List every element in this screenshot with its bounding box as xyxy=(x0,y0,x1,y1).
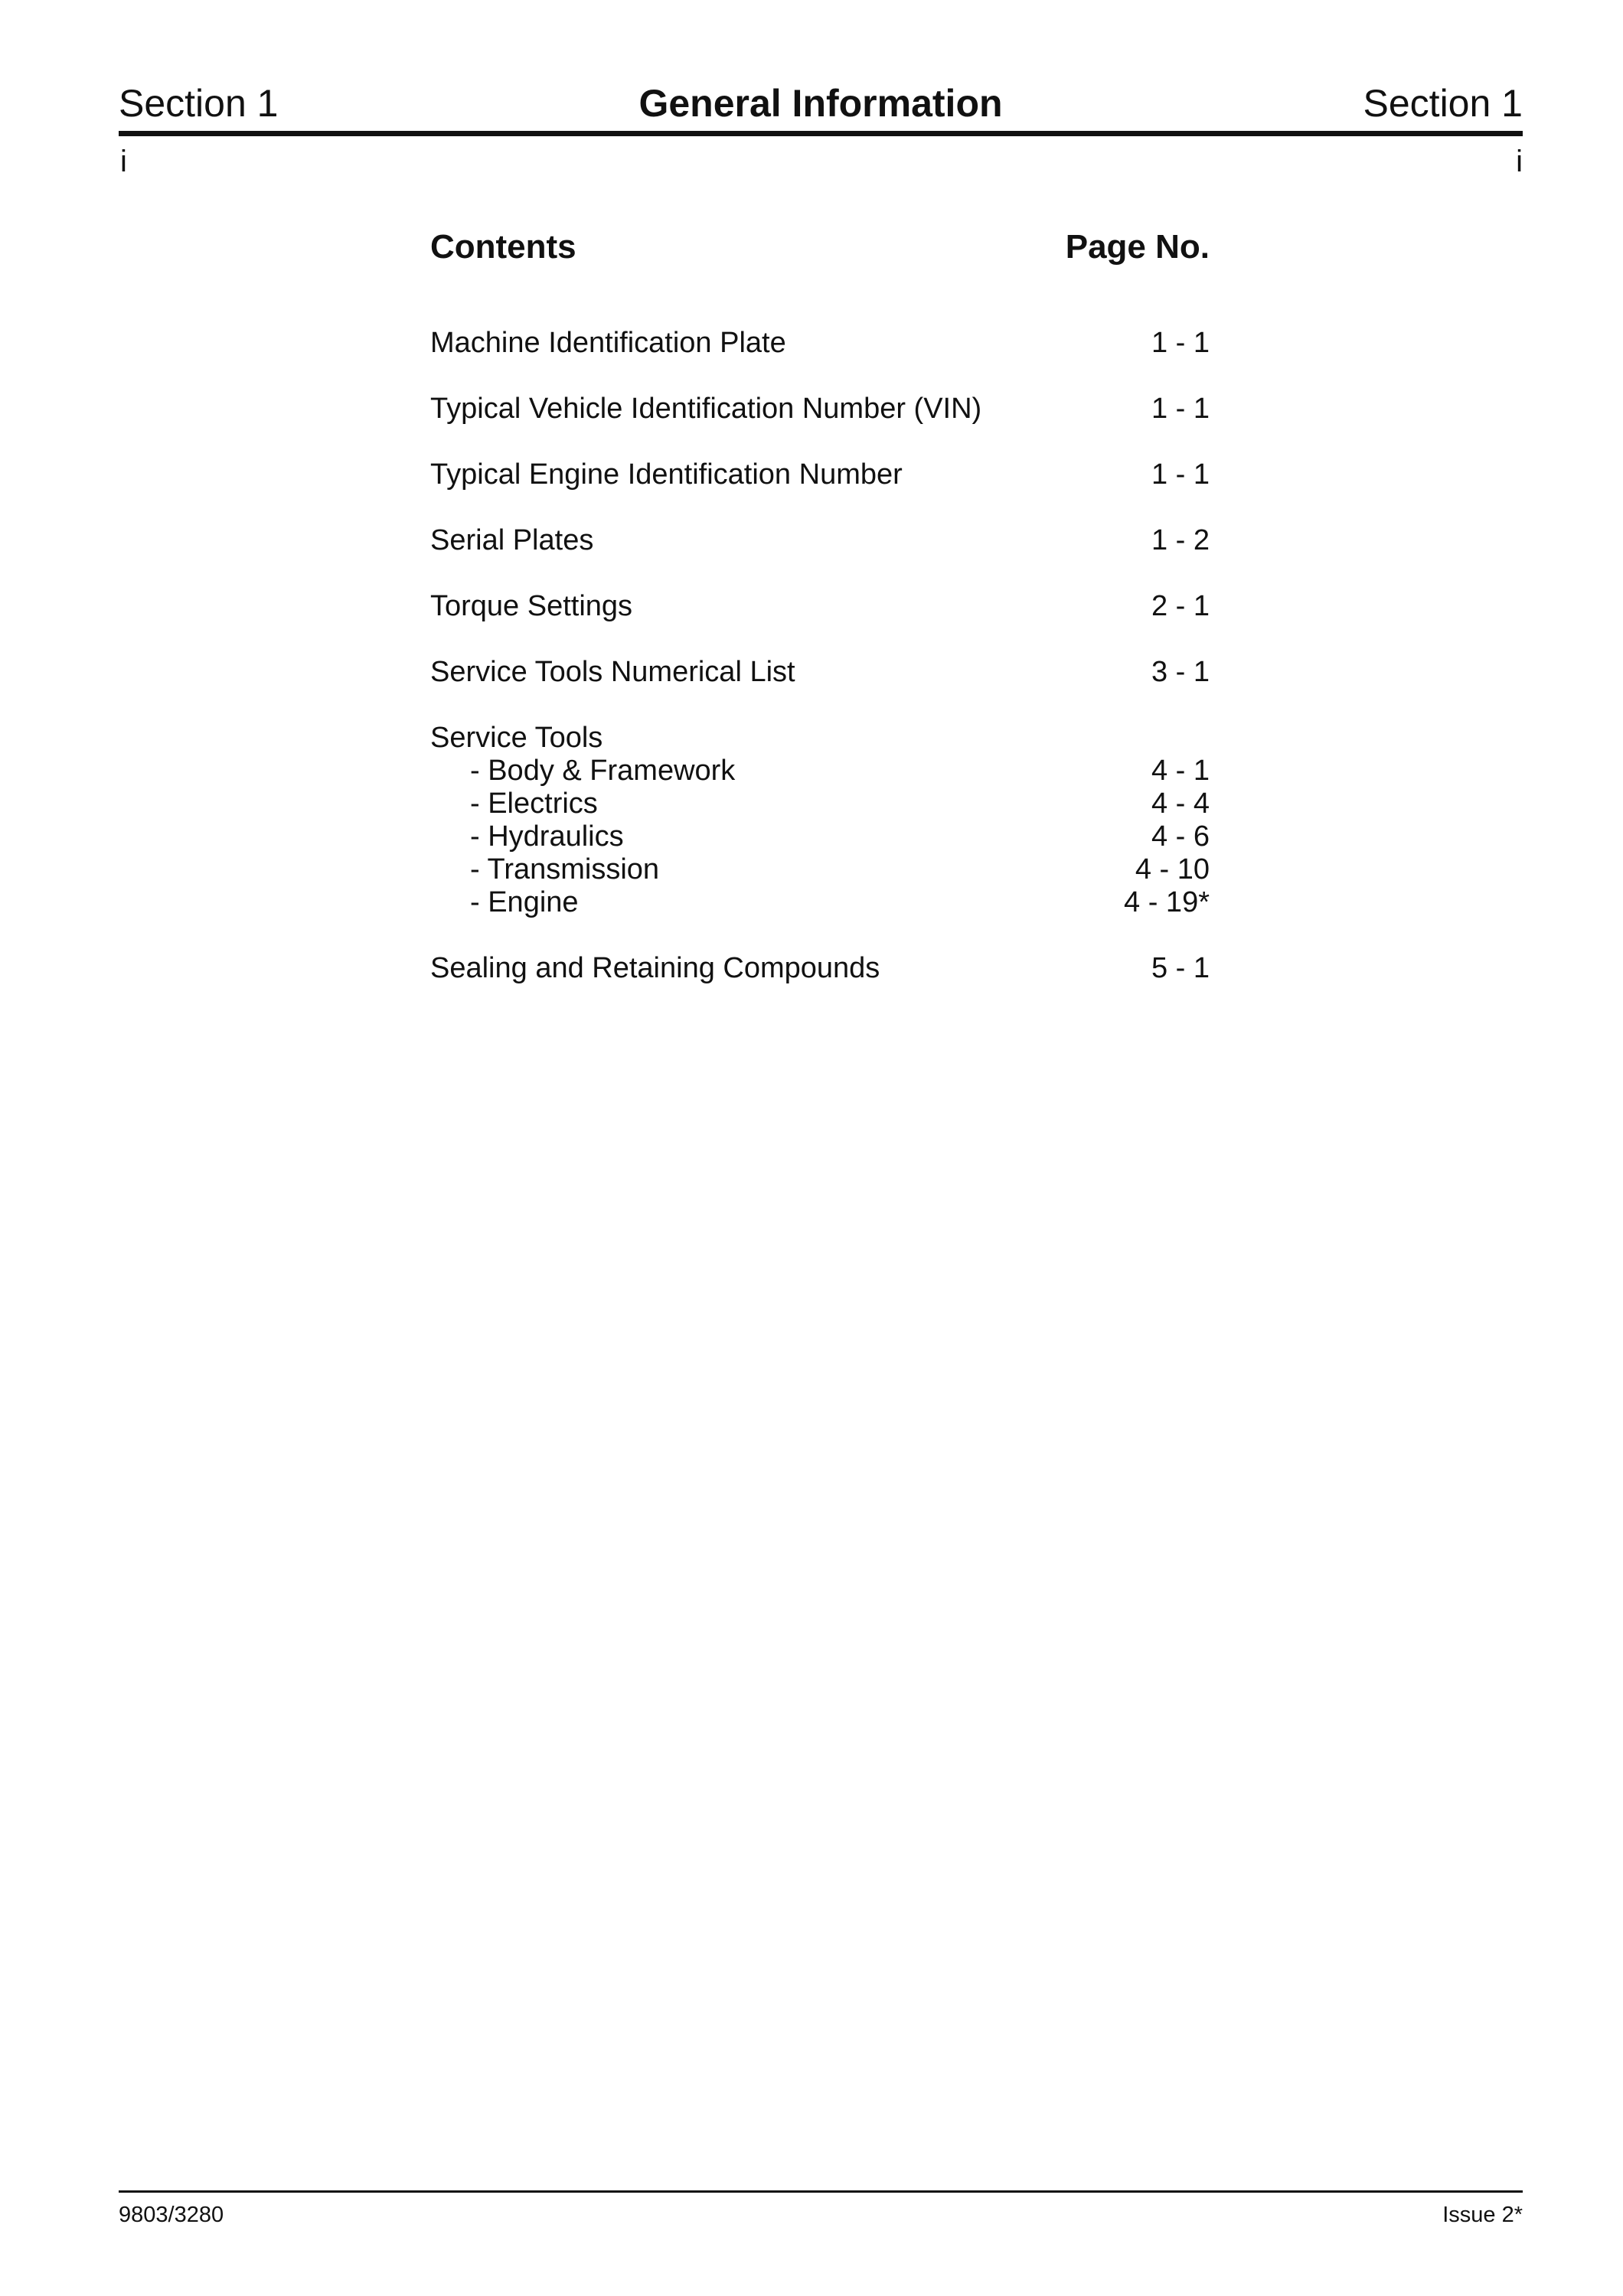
page-no-heading: Page No. xyxy=(1065,228,1210,266)
section-label-right: Section 1 xyxy=(1363,82,1523,125)
toc-entry-page: 1 - 1 xyxy=(1151,327,1210,359)
toc-entry-label: - Transmission xyxy=(470,853,660,885)
toc-entry-page: 3 - 1 xyxy=(1151,656,1210,688)
toc-entry-page: 4 - 4 xyxy=(1151,788,1210,820)
toc-entry-label: Service Tools Numerical List xyxy=(430,656,795,688)
toc-entry-page: 1 - 1 xyxy=(1151,458,1210,491)
page-title: General Information xyxy=(638,82,1003,125)
contents-heading: Contents xyxy=(430,228,576,266)
toc-entry xyxy=(430,455,1210,494)
toc-entry-label: - Electrics xyxy=(470,788,598,820)
toc-entry-label: Torque Settings xyxy=(430,590,633,622)
toc-entry-page: 2 - 1 xyxy=(1151,590,1210,622)
section-label-left: Section 1 xyxy=(119,82,279,125)
toc-entry-label: Serial Plates xyxy=(430,524,594,556)
footer-rule xyxy=(119,2190,1523,2193)
toc-entry xyxy=(430,949,1210,987)
header-rule xyxy=(119,131,1523,136)
page-number-right: i xyxy=(1516,145,1523,178)
toc-entry-label: - Body & Framework xyxy=(470,755,736,787)
toc-entry-label: - Hydraulics xyxy=(470,820,624,853)
toc-entry-page: 5 - 1 xyxy=(1151,952,1210,984)
toc-entry xyxy=(430,390,1210,428)
toc-entry-label: - Engine xyxy=(470,886,579,918)
toc-entry xyxy=(430,653,1210,691)
toc-subentry xyxy=(430,883,1210,921)
toc-entry-page: 1 - 1 xyxy=(1151,393,1210,425)
toc-entry-label: Machine Identification Plate xyxy=(430,327,786,359)
toc-entry-page: 4 - 1 xyxy=(1151,755,1210,787)
document-number: 9803/3280 xyxy=(119,2203,224,2227)
issue-label: Issue 2* xyxy=(1442,2203,1523,2227)
toc-entry-label: Typical Vehicle Identification Number (VIN) xyxy=(430,393,982,425)
page-number-left: i xyxy=(120,145,127,178)
toc-entry xyxy=(430,324,1210,362)
toc-entry-label: Typical Engine Identification Number xyxy=(430,458,903,491)
toc-entry-label: Service Tools xyxy=(430,722,603,754)
toc-entry xyxy=(430,521,1210,559)
contents-heading-row xyxy=(430,224,1210,270)
toc-entry xyxy=(430,587,1210,625)
toc-entry-page: 1 - 2 xyxy=(1151,524,1210,556)
toc-entry-page: 4 - 10 xyxy=(1135,853,1210,885)
toc-entry-page: 4 - 19* xyxy=(1124,886,1210,918)
page-header xyxy=(119,77,1523,130)
toc-entry-page: 4 - 6 xyxy=(1151,820,1210,853)
toc-entry-label: Sealing and Retaining Compounds xyxy=(430,952,880,984)
